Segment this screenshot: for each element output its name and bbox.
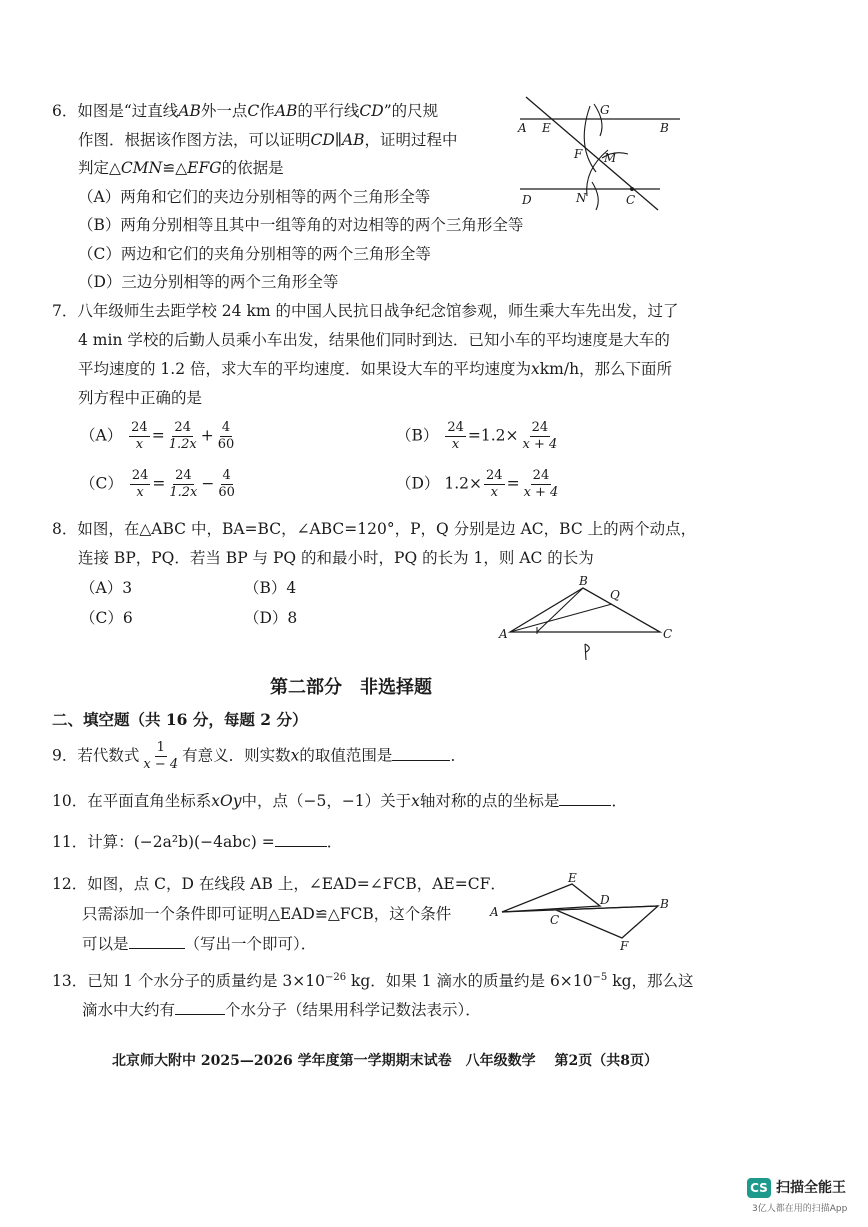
q13-line-1: 13．已知 1 个水分子的质量约是 $3\times 10^{-26}$ kg．如果 1 滴水的质量约是 $6\times 10^{-5}$ kg，那么这 bbox=[52, 972, 694, 991]
q6-line-3: 判定△CMN≌△EFG的依据是 bbox=[78, 159, 284, 177]
q6-option-c[interactable]: （C）两边和它们的夹角分别相等的两个三角形全等 bbox=[78, 245, 431, 263]
section-fill-in-title: 二、填空题（共 16 分，每题 2 分） bbox=[52, 710, 308, 729]
q6-fig-label-b: B bbox=[660, 121, 669, 135]
q12-line-1: 12．如图，点 C，D 在线段 AB 上，∠EAD=∠FCB，AE=CF． bbox=[52, 875, 506, 893]
q7-line-4: 列方程中正确的是 bbox=[78, 389, 203, 407]
scanner-app-name: 扫描全能王 bbox=[776, 1180, 846, 1196]
q6-fig-label-e: E bbox=[542, 121, 551, 135]
q12-fig-label-a: A bbox=[490, 905, 499, 919]
q12-fig-label-f: F bbox=[620, 939, 629, 952]
q8-option-c[interactable]: （C）6 bbox=[80, 609, 133, 627]
scanner-tagline: 3亿人都在用的扫描App bbox=[752, 1204, 848, 1214]
scanner-logo-icon: CS bbox=[747, 1178, 771, 1198]
q13-answer-blank[interactable] bbox=[175, 998, 225, 1015]
q7-line-3: 平均速度的 1.2 倍，求大车的平均速度．如果设大车的平均速度为xkm/h，那么下面所 bbox=[78, 360, 673, 378]
q6-fig-label-d: D bbox=[522, 193, 532, 207]
q6-option-d[interactable]: （D）三边分别相等的两个三角形全等 bbox=[78, 273, 339, 291]
q7-option-b[interactable]: （B） $\frac{24}{x}$ =1.2× $\frac{24}{x + 4}$ bbox=[396, 420, 558, 452]
q12-fig-label-c: C bbox=[550, 913, 560, 927]
q8-fig-label-q: Q bbox=[610, 588, 620, 602]
q12-line-3: 可以是 （写出一个即可）． bbox=[82, 930, 316, 958]
q6-fig-label-m: M bbox=[604, 151, 617, 165]
q12-fig-label-d: D bbox=[600, 893, 610, 907]
q8-figure bbox=[495, 572, 685, 670]
q12-line-2: 只需添加一个条件即可证明△EAD≌△FCB，这个条件 bbox=[82, 905, 452, 923]
q8-option-d[interactable]: （D）8 bbox=[244, 609, 298, 627]
part-two-title: 第二部分 非选择题 bbox=[270, 677, 432, 698]
q6-fig-label-c: C bbox=[626, 193, 636, 207]
q13-line-2: 滴水中大约有 个水分子（结果用科学记数法表示）． bbox=[82, 996, 481, 1024]
page-footer: 北京师大附中 2025—2026 学年度第一学期期末试卷 八年级数学 第2页（共8页） bbox=[112, 1053, 659, 1069]
q8-fig-label-c: C bbox=[663, 627, 673, 641]
q8-line-1: 8．如图，在△ABC 中，BA=BC，∠ABC=120°，P，Q 分别是边 AC，BC 上的两个动点， bbox=[52, 520, 697, 538]
q12-fig-label-e: E bbox=[568, 871, 577, 885]
q10-answer-blank[interactable] bbox=[559, 789, 611, 806]
q8-line-2: 连接 BP，PQ．若当 BP 与 PQ 的和最小时，PQ 的长为 1，则 AC 的长为 bbox=[78, 549, 594, 567]
q7-option-d[interactable]: （D） 1.2× $\frac{24}{x}$ = $\frac{24}{x + 4}$ bbox=[396, 468, 559, 500]
q8-option-b[interactable]: （B）4 bbox=[244, 579, 297, 597]
q7-line-2: 4 min 学校的后勤人员乘小车出发，结果他们同时到达．已知小车的平均速度是大车的 bbox=[78, 331, 670, 349]
q7-option-c[interactable]: （C） $\frac{24}{x}$ = $\frac{24}{1.2x}$ − $\frac{4}{60}$ bbox=[80, 468, 235, 500]
q8-fig-label-b: B bbox=[579, 574, 588, 588]
q8-option-a[interactable]: （A）3 bbox=[80, 579, 133, 597]
q6-line-1: 6．如图是“过直线AB外一点C作AB的平行线CD”的尺规 bbox=[52, 102, 439, 120]
q9-line: 9．若代数式 $\frac{1}{x - 4}$ 有意义．则实数x的取值范围是 ． bbox=[52, 740, 466, 772]
q6-option-b[interactable]: （B）两角分别相等且其中一组等角的对边相等的两个三角形全等 bbox=[78, 216, 524, 234]
q11-answer-blank[interactable] bbox=[275, 830, 327, 847]
q6-line-2: 作图．根据该作图方法，可以证明CD∥AB，证明过程中 bbox=[78, 131, 458, 149]
q10-line: 10．在平面直角坐标系xOy中，点（−5，−1）关于x轴对称的点的坐标是 ． bbox=[52, 787, 627, 815]
q9-answer-blank[interactable] bbox=[392, 744, 450, 761]
q6-fig-label-g: G bbox=[600, 103, 610, 117]
q8-fig-label-a: A bbox=[499, 627, 508, 641]
q6-fig-label-f: F bbox=[574, 147, 583, 161]
q12-fig-label-b: B bbox=[660, 897, 669, 911]
q6-option-a[interactable]: （A）两角和它们的夹边分别相等的两个三角形全等 bbox=[78, 188, 431, 206]
q11-line: 11．计算：(−2a²b)(−4abc) = ． bbox=[52, 828, 342, 856]
q12-answer-blank[interactable] bbox=[129, 932, 185, 949]
q6-fig-label-a: A bbox=[518, 121, 527, 135]
q12-figure bbox=[488, 868, 678, 952]
q7-option-a[interactable]: （A） $\frac{24}{x}$ = $\frac{24}{1.2x}$ + $\frac{4}{60}$ bbox=[80, 420, 235, 452]
q6-figure bbox=[510, 92, 690, 214]
q6-fig-label-n: N bbox=[576, 191, 587, 205]
q7-line-1: 7．八年级师生去距学校 24 km 的中国人民抗日战争纪念馆参观，师生乘大车先出发，过了 bbox=[52, 302, 679, 320]
